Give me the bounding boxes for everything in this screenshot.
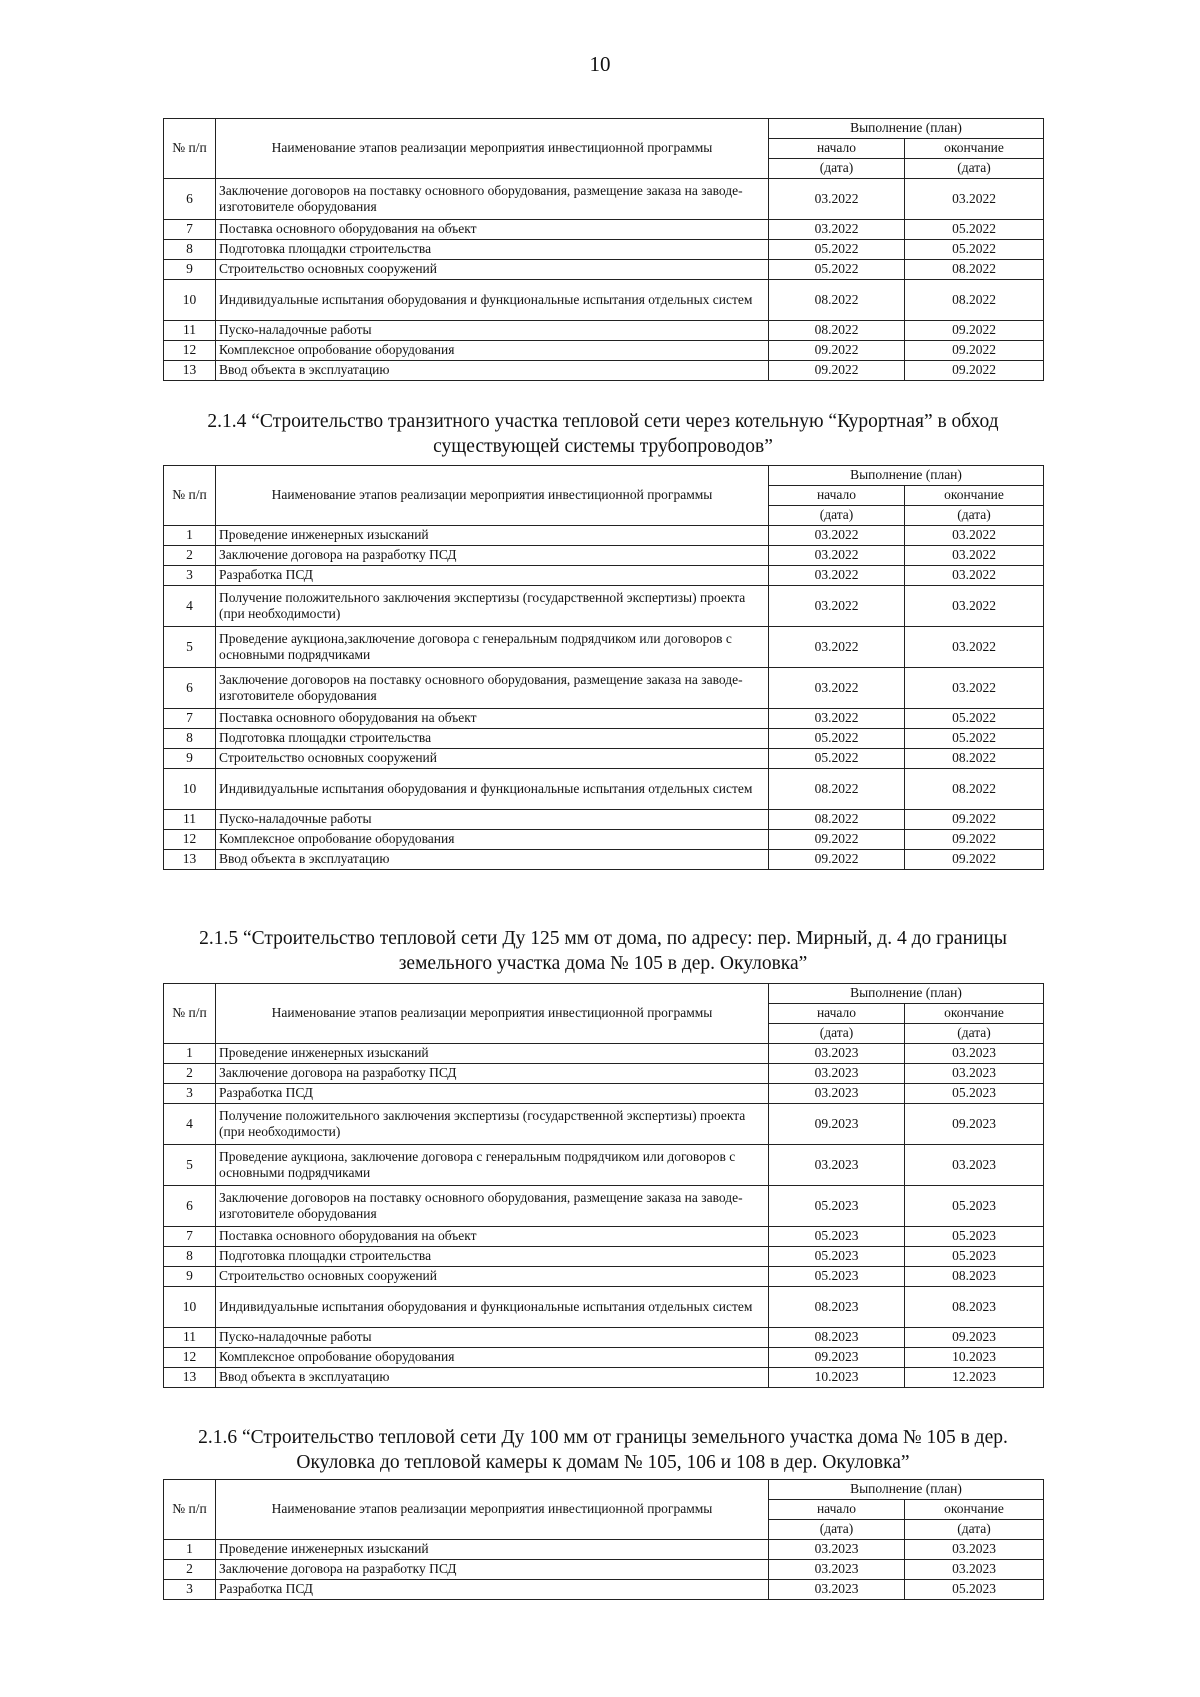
plan-table — [163, 118, 1044, 381]
row-number: 8 — [164, 1247, 216, 1267]
section-title: 2.1.4 “Строительство транзитного участка тепловой сети через котельную “Курортная” в обход существующей системы трубопроводов” — [207, 411, 999, 457]
table-row — [164, 1247, 1044, 1267]
row-number: 5 — [164, 1145, 216, 1186]
end-date: 08.2022 — [905, 749, 1044, 769]
start-date: 03.2023 — [769, 1044, 905, 1064]
end-date: 03.2023 — [905, 1145, 1044, 1186]
row-number: 12 — [164, 830, 216, 850]
end-date: 08.2023 — [905, 1267, 1044, 1287]
header-start: начало — [769, 1004, 905, 1024]
start-date: 08.2022 — [769, 769, 905, 810]
header-name: Наименование этапов реализации мероприятия инвестиционной программы — [216, 984, 769, 1044]
header-execution: Выполнение (план) — [769, 984, 1044, 1004]
end-date: 09.2023 — [905, 1328, 1044, 1348]
page-number: 10 — [589, 52, 611, 76]
start-date: 08.2023 — [769, 1287, 905, 1328]
table-row — [164, 1540, 1044, 1560]
start-date: 05.2023 — [769, 1227, 905, 1247]
section-title: 2.1.5 “Строительство тепловой сети Ду 125 мм от дома, по адресу: пер. Мирный, д. 4 до границы земельного участка дома № 105 в дер. Окуловка” — [199, 928, 1007, 974]
start-date: 03.2023 — [769, 1580, 905, 1600]
table-row — [164, 220, 1044, 240]
stage-name: Комплексное опробование оборудования — [216, 341, 769, 361]
start-date: 05.2022 — [769, 749, 905, 769]
table-row — [164, 526, 1044, 546]
table-block — [163, 983, 1043, 1388]
start-date: 03.2022 — [769, 709, 905, 729]
row-number: 12 — [164, 341, 216, 361]
stage-name: Проведение инженерных изысканий — [216, 1540, 769, 1560]
stage-name: Комплексное опробование оборудования — [216, 830, 769, 850]
row-number: 6 — [164, 1186, 216, 1227]
stage-name: Пуско-наладочные работы — [216, 1328, 769, 1348]
table-block — [163, 465, 1043, 870]
end-date: 03.2023 — [905, 1540, 1044, 1560]
end-date: 08.2022 — [905, 769, 1044, 810]
row-number: 1 — [164, 1540, 216, 1560]
header-num: № п/п — [164, 984, 216, 1044]
start-date: 08.2022 — [769, 810, 905, 830]
end-date: 03.2023 — [905, 1560, 1044, 1580]
end-date: 03.2023 — [905, 1044, 1044, 1064]
end-date: 05.2022 — [905, 729, 1044, 749]
row-number: 10 — [164, 1287, 216, 1328]
end-date: 09.2022 — [905, 321, 1044, 341]
table-row — [164, 1267, 1044, 1287]
start-date: 08.2022 — [769, 321, 905, 341]
start-date: 03.2023 — [769, 1084, 905, 1104]
start-date: 03.2022 — [769, 668, 905, 709]
end-date: 05.2023 — [905, 1247, 1044, 1267]
table-row — [164, 341, 1044, 361]
header-end-date-note: (дата) — [905, 159, 1044, 179]
plan-table — [163, 1479, 1044, 1600]
row-number: 7 — [164, 220, 216, 240]
row-number: 9 — [164, 260, 216, 280]
start-date: 05.2023 — [769, 1186, 905, 1227]
stage-name: Строительство основных сооружений — [216, 1267, 769, 1287]
row-number: 11 — [164, 1328, 216, 1348]
table-row — [164, 1145, 1044, 1186]
table-row — [164, 1064, 1044, 1084]
table-row — [164, 1328, 1044, 1348]
end-date: 05.2023 — [905, 1186, 1044, 1227]
end-date: 03.2022 — [905, 668, 1044, 709]
table-row — [164, 1560, 1044, 1580]
header-start-date-note: (дата) — [769, 159, 905, 179]
section-title: 2.1.6 “Строительство тепловой сети Ду 100 мм от границы земельного участка дома № 105 в дер. Окуловка до тепловой камеры к домам № 105, 106 и 108 в дер. Окуловка” — [198, 1427, 1008, 1473]
stage-name: Заключение договора на разработку ПСД — [216, 1560, 769, 1580]
end-date: 12.2023 — [905, 1368, 1044, 1388]
table-row — [164, 321, 1044, 341]
stage-name: Подготовка площадки строительства — [216, 729, 769, 749]
table-row — [164, 709, 1044, 729]
stage-name: Разработка ПСД — [216, 1580, 769, 1600]
stage-name: Заключение договора на разработку ПСД — [216, 546, 769, 566]
header-name: Наименование этапов реализации мероприятия инвестиционной программы — [216, 119, 769, 179]
stage-name: Подготовка площадки строительства — [216, 240, 769, 260]
stage-name: Получение положительного заключения экспертизы (государственной экспертизы) проекта (при необходимости) — [216, 586, 769, 627]
stage-name: Поставка основного оборудования на объект — [216, 1227, 769, 1247]
start-date: 03.2022 — [769, 220, 905, 240]
end-date: 09.2023 — [905, 1104, 1044, 1145]
start-date: 03.2022 — [769, 179, 905, 220]
table-row — [164, 280, 1044, 321]
start-date: 03.2023 — [769, 1560, 905, 1580]
start-date: 05.2022 — [769, 260, 905, 280]
end-date: 05.2023 — [905, 1580, 1044, 1600]
start-date: 05.2022 — [769, 729, 905, 749]
start-date: 09.2022 — [769, 361, 905, 381]
end-date: 03.2022 — [905, 179, 1044, 220]
stage-name: Проведение аукциона,заключение договора с генеральным подрядчиком или договоров с основными подрядчиками — [216, 627, 769, 668]
header-start-date-note: (дата) — [769, 1024, 905, 1044]
row-number: 9 — [164, 1267, 216, 1287]
row-number: 3 — [164, 566, 216, 586]
end-date: 08.2023 — [905, 1287, 1044, 1328]
start-date: 09.2022 — [769, 850, 905, 870]
table-row — [164, 1580, 1044, 1600]
row-number: 7 — [164, 709, 216, 729]
row-number: 4 — [164, 1104, 216, 1145]
row-number: 9 — [164, 749, 216, 769]
start-date: 09.2022 — [769, 341, 905, 361]
header-end: окончание — [905, 486, 1044, 506]
stage-name: Проведение аукциона, заключение договора с генеральным подрядчиком или договоров с основными подрядчиками — [216, 1145, 769, 1186]
stage-name: Индивидуальные испытания оборудования и функциональные испытания отдельных систем — [216, 769, 769, 810]
row-number: 2 — [164, 1064, 216, 1084]
header-end-date-note: (дата) — [905, 506, 1044, 526]
table-row — [164, 566, 1044, 586]
end-date: 03.2022 — [905, 627, 1044, 668]
stage-name: Заключение договоров на поставку основного оборудования, размещение заказа на заводе-изготовителе оборудования — [216, 179, 769, 220]
table-row — [164, 1044, 1044, 1064]
table-row — [164, 260, 1044, 280]
table-row — [164, 729, 1044, 749]
stage-name: Заключение договора на разработку ПСД — [216, 1064, 769, 1084]
stage-name: Строительство основных сооружений — [216, 749, 769, 769]
stage-name: Подготовка площадки строительства — [216, 1247, 769, 1267]
table-block — [163, 118, 1043, 381]
start-date: 03.2023 — [769, 1064, 905, 1084]
end-date: 03.2022 — [905, 566, 1044, 586]
table-row — [164, 1287, 1044, 1328]
header-name: Наименование этапов реализации мероприятия инвестиционной программы — [216, 466, 769, 526]
row-number: 13 — [164, 361, 216, 381]
stage-name: Проведение инженерных изысканий — [216, 1044, 769, 1064]
end-date: 05.2022 — [905, 709, 1044, 729]
stage-name: Разработка ПСД — [216, 566, 769, 586]
header-name: Наименование этапов реализации мероприятия инвестиционной программы — [216, 1480, 769, 1540]
table-row — [164, 361, 1044, 381]
row-number: 2 — [164, 1560, 216, 1580]
end-date: 09.2022 — [905, 361, 1044, 381]
stage-name: Пуско-наладочные работы — [216, 321, 769, 341]
stage-name: Поставка основного оборудования на объект — [216, 220, 769, 240]
header-start-date-note: (дата) — [769, 1520, 905, 1540]
header-start-date-note: (дата) — [769, 506, 905, 526]
start-date: 03.2022 — [769, 546, 905, 566]
start-date: 03.2023 — [769, 1540, 905, 1560]
table-row — [164, 586, 1044, 627]
row-number: 11 — [164, 810, 216, 830]
header-end: окончание — [905, 139, 1044, 159]
end-date: 05.2022 — [905, 220, 1044, 240]
header-end-date-note: (дата) — [905, 1024, 1044, 1044]
table-row — [164, 830, 1044, 850]
end-date: 05.2022 — [905, 240, 1044, 260]
table-row — [164, 1104, 1044, 1145]
plan-table — [163, 465, 1044, 870]
row-number: 5 — [164, 627, 216, 668]
end-date: 09.2022 — [905, 850, 1044, 870]
stage-name: Заключение договоров на поставку основного оборудования, размещение заказа на заводе-изготовителе оборудования — [216, 1186, 769, 1227]
stage-name: Поставка основного оборудования на объект — [216, 709, 769, 729]
header-start: начало — [769, 139, 905, 159]
row-number: 10 — [164, 280, 216, 321]
stage-name: Заключение договоров на поставку основного оборудования, размещение заказа на заводе-изготовителе оборудования — [216, 668, 769, 709]
table-row — [164, 546, 1044, 566]
stage-name: Комплексное опробование оборудования — [216, 1348, 769, 1368]
start-date: 05.2022 — [769, 240, 905, 260]
row-number: 13 — [164, 850, 216, 870]
table-row — [164, 749, 1044, 769]
end-date: 09.2022 — [905, 810, 1044, 830]
table-block — [163, 1479, 1043, 1600]
table-row — [164, 810, 1044, 830]
stage-name: Проведение инженерных изысканий — [216, 526, 769, 546]
row-number: 8 — [164, 729, 216, 749]
start-date: 03.2023 — [769, 1145, 905, 1186]
table-row — [164, 668, 1044, 709]
stage-name: Ввод объекта в эксплуатацию — [216, 1368, 769, 1388]
header-num: № п/п — [164, 466, 216, 526]
stage-name: Индивидуальные испытания оборудования и функциональные испытания отдельных систем — [216, 1287, 769, 1328]
end-date: 03.2022 — [905, 546, 1044, 566]
row-number: 8 — [164, 240, 216, 260]
end-date: 08.2022 — [905, 260, 1044, 280]
table-row — [164, 179, 1044, 220]
header-execution: Выполнение (план) — [769, 119, 1044, 139]
end-date: 03.2022 — [905, 586, 1044, 627]
header-execution: Выполнение (план) — [769, 1480, 1044, 1500]
table-row — [164, 1186, 1044, 1227]
stage-name: Пуско-наладочные работы — [216, 810, 769, 830]
row-number: 12 — [164, 1348, 216, 1368]
end-date: 09.2022 — [905, 341, 1044, 361]
start-date: 09.2023 — [769, 1348, 905, 1368]
table-row — [164, 1348, 1044, 1368]
header-start: начало — [769, 486, 905, 506]
end-date: 09.2022 — [905, 830, 1044, 850]
header-end: окончание — [905, 1004, 1044, 1024]
table-row — [164, 769, 1044, 810]
stage-name: Индивидуальные испытания оборудования и функциональные испытания отдельных систем — [216, 280, 769, 321]
table-row — [164, 850, 1044, 870]
end-date: 05.2023 — [905, 1084, 1044, 1104]
header-end-date-note: (дата) — [905, 1520, 1044, 1540]
start-date: 03.2022 — [769, 586, 905, 627]
row-number: 1 — [164, 1044, 216, 1064]
start-date: 03.2022 — [769, 627, 905, 668]
row-number: 6 — [164, 179, 216, 220]
header-end: окончание — [905, 1500, 1044, 1520]
start-date: 09.2022 — [769, 830, 905, 850]
header-num: № п/п — [164, 1480, 216, 1540]
table-row — [164, 240, 1044, 260]
row-number: 1 — [164, 526, 216, 546]
row-number: 7 — [164, 1227, 216, 1247]
row-number: 10 — [164, 769, 216, 810]
start-date: 09.2023 — [769, 1104, 905, 1145]
stage-name: Получение положительного заключения экспертизы (государственной экспертизы) проекта (при необходимости) — [216, 1104, 769, 1145]
start-date: 03.2022 — [769, 566, 905, 586]
start-date: 10.2023 — [769, 1368, 905, 1388]
row-number: 3 — [164, 1580, 216, 1600]
row-number: 11 — [164, 321, 216, 341]
end-date: 10.2023 — [905, 1348, 1044, 1368]
row-number: 13 — [164, 1368, 216, 1388]
start-date: 08.2023 — [769, 1328, 905, 1348]
plan-table — [163, 983, 1044, 1388]
end-date: 05.2023 — [905, 1227, 1044, 1247]
header-num: № п/п — [164, 119, 216, 179]
end-date: 03.2022 — [905, 526, 1044, 546]
row-number: 3 — [164, 1084, 216, 1104]
table-row — [164, 627, 1044, 668]
end-date: 08.2022 — [905, 280, 1044, 321]
row-number: 4 — [164, 586, 216, 627]
header-execution: Выполнение (план) — [769, 466, 1044, 486]
table-row — [164, 1227, 1044, 1247]
row-number: 6 — [164, 668, 216, 709]
start-date: 08.2022 — [769, 280, 905, 321]
table-row — [164, 1084, 1044, 1104]
start-date: 03.2022 — [769, 526, 905, 546]
stage-name: Ввод объекта в эксплуатацию — [216, 850, 769, 870]
stage-name: Строительство основных сооружений — [216, 260, 769, 280]
stage-name: Ввод объекта в эксплуатацию — [216, 361, 769, 381]
table-row — [164, 1368, 1044, 1388]
start-date: 05.2023 — [769, 1247, 905, 1267]
row-number: 2 — [164, 546, 216, 566]
stage-name: Разработка ПСД — [216, 1084, 769, 1104]
end-date: 03.2023 — [905, 1064, 1044, 1084]
header-start: начало — [769, 1500, 905, 1520]
start-date: 05.2023 — [769, 1267, 905, 1287]
